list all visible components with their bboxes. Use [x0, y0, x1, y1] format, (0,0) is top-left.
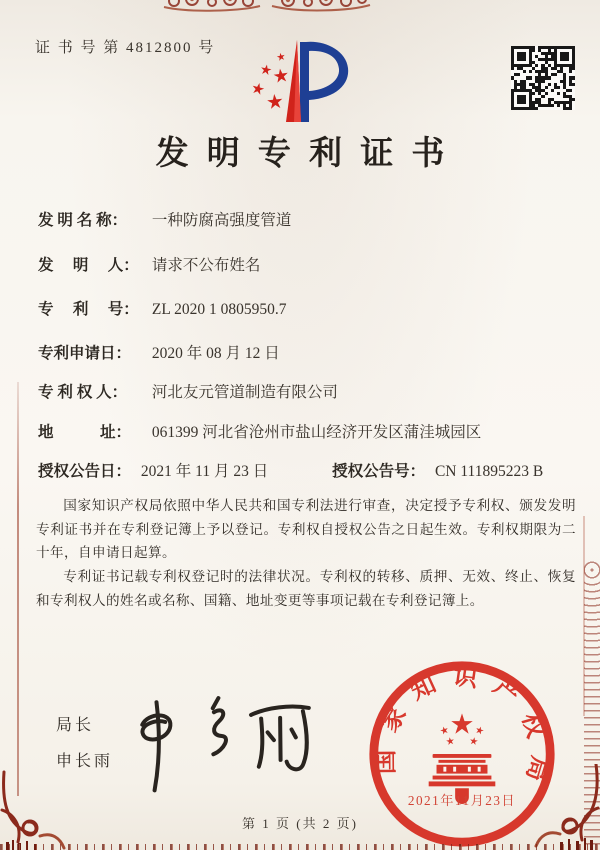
grant-no-label: 授权公告号： [332, 463, 426, 480]
field-value: 河北友元管道制造有限公司 [151, 384, 338, 401]
field-inventor [38, 253, 260, 275]
field-value: 061399 河北省沧州市盐山经济开发区蒲洼城园区 [151, 424, 482, 441]
field-label: 专 利 权 人： [38, 384, 128, 401]
field-value: 请求不公布姓名 [151, 257, 261, 274]
legal-paragraph-1: 国家知识产权局依照中华人民共和国专利法进行审查，决定授予专利权、颁发发明专利证书并在专利登记簿上予以登记。专利权自授权公告之日起生效。专利权期限为二十年，自申请日起算。 [36, 498, 576, 561]
field-label: 发 明 名 称： [38, 212, 128, 229]
field-value: 2020 年 08 月 12 日 [151, 345, 280, 362]
field-patentee [38, 380, 338, 402]
bottom-edge-stripe-band [0, 844, 600, 850]
field-value: ZL 2020 1 0805950.7 [151, 301, 287, 318]
field-address [38, 420, 481, 442]
certificate-title: 发明专利证书 [155, 136, 463, 172]
grant-date-label: 授权公告日： [38, 463, 132, 480]
field-value: 一种防腐高强度管道 [151, 212, 292, 229]
bottom-left-corner-ornament [0, 770, 72, 850]
left-edge-line [17, 382, 19, 796]
field-invention-name [38, 208, 291, 230]
handwritten-signature [116, 690, 326, 798]
top-border-ornament [160, 0, 372, 15]
commissioner-title: 局长 [56, 717, 95, 734]
seal-text: 国家知识产权局 [372, 662, 554, 799]
qr-code [511, 46, 575, 110]
field-label: 地 址： [38, 424, 132, 441]
legal-paragraph-2: 专利证书记载专利权登记时的法律状况。专利权的转移、质押、无效、终止、恢复和专利权人的姓名或名称、国籍、地址变更等事项记载在专利登记簿上。 [36, 568, 576, 608]
seal-date: 2021年11月23日 [407, 792, 517, 808]
grant-date-value: 2021 年 11 月 23 日 [140, 463, 269, 480]
cnipa-logo [248, 36, 352, 128]
page-number: 第 1 页 (共 2 页) [242, 816, 358, 831]
field-patent-number [38, 297, 287, 319]
field-label: 专 利 号： [38, 301, 139, 318]
legal-text-block [36, 494, 576, 612]
certificate-number: 证 书 号 第 4812800 号 [35, 40, 216, 56]
field-grant-row [38, 459, 543, 481]
field-filing-date [38, 341, 280, 363]
field-label: 发 明 人： [38, 257, 139, 274]
commissioner-name: 申长雨 [56, 753, 114, 770]
grant-no-value: CN 111895223 B [434, 463, 544, 480]
field-label: 专利申请日： [38, 345, 132, 362]
right-edge-lace-ornament [584, 560, 600, 850]
